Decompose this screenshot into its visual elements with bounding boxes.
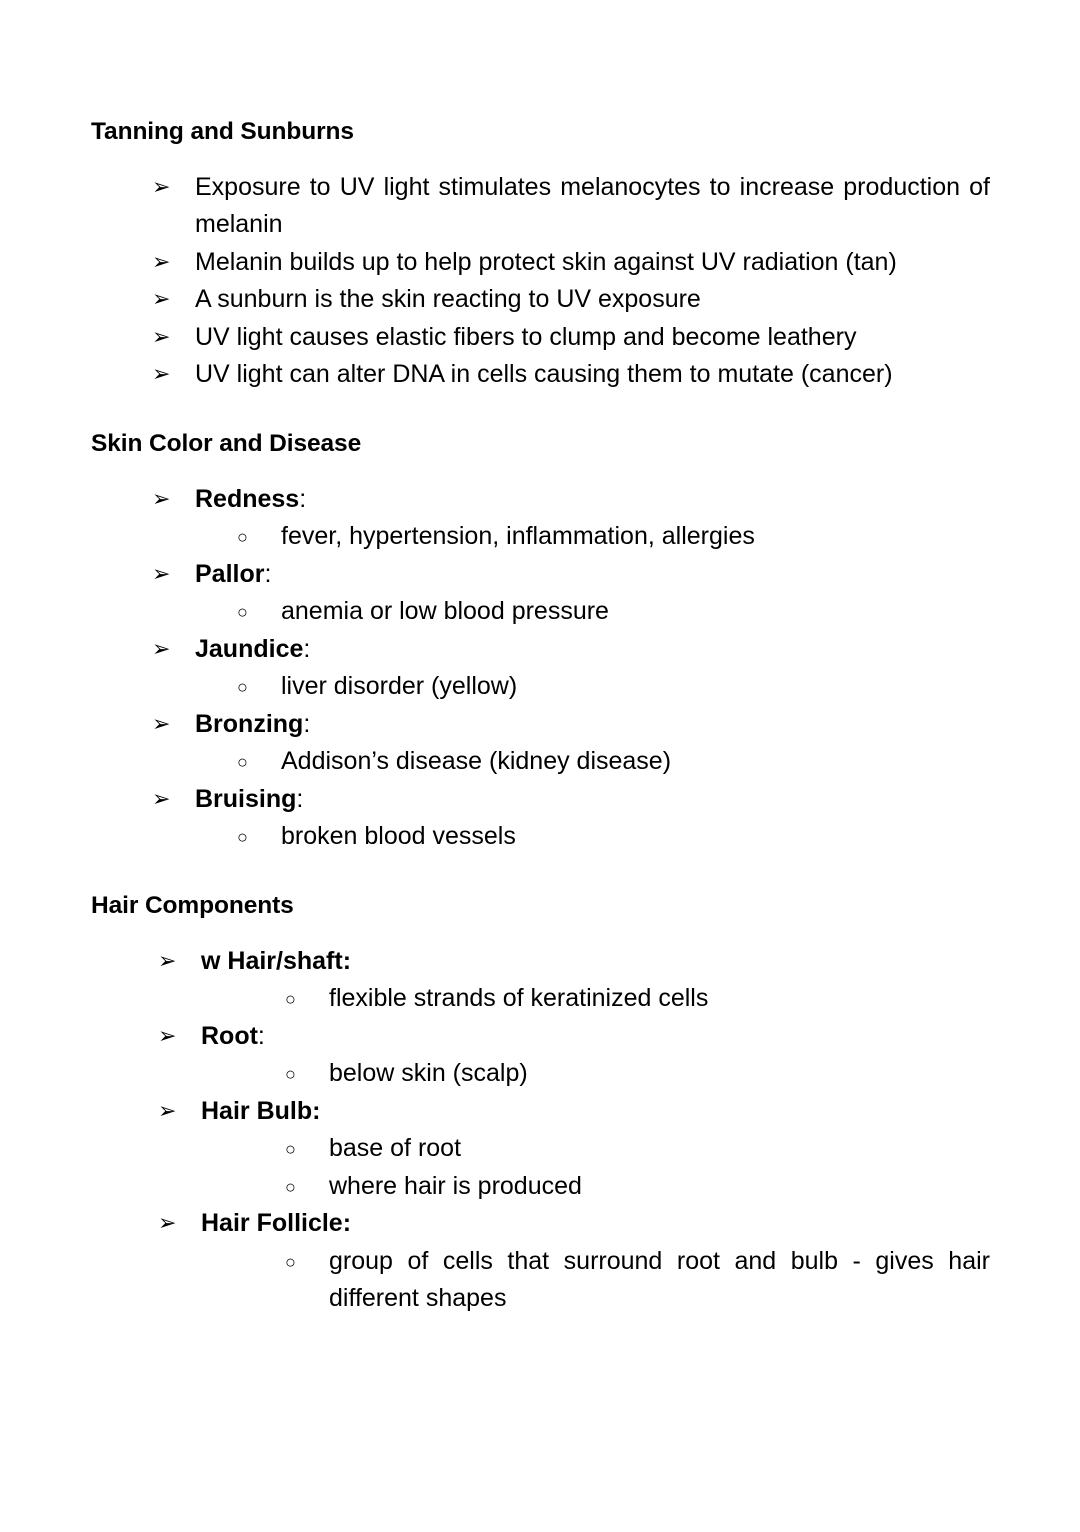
- list-item: [91, 356, 990, 394]
- arrow-bullet-icon: ➢: [152, 323, 171, 349]
- term-colon: :: [257, 1021, 265, 1050]
- sub-list-item: [91, 593, 990, 631]
- section-hair-components: [91, 892, 990, 1318]
- sub-list-item-text: liver disorder (yellow): [281, 672, 518, 701]
- list-item: [91, 319, 990, 357]
- list-item-text: [201, 1205, 990, 1243]
- sub-list-item: [91, 1130, 990, 1168]
- list-item-text: Melanin builds up to help protect skin against UV radiation (tan): [195, 247, 897, 276]
- term-label: Bruising: [195, 784, 297, 813]
- list-item-text: A sunburn is the skin reacting to UV exposure: [195, 285, 701, 314]
- term-colon: :: [264, 559, 272, 588]
- list-item: [91, 169, 990, 244]
- sub-list-item: [91, 668, 990, 706]
- list-item-text: UV light can alter DNA in cells causing them to mutate (cancer): [195, 360, 893, 389]
- section-heading: Skin Color and Disease: [91, 429, 362, 457]
- circle-bullet-icon: ○: [237, 752, 248, 773]
- sub-list-item: [91, 818, 990, 856]
- list-item: [91, 556, 990, 594]
- term-label: Redness: [195, 484, 300, 513]
- list-item-text: [195, 781, 990, 819]
- circle-bullet-icon: ○: [237, 827, 248, 848]
- sub-list-item-text: where hair is produced: [329, 1171, 582, 1200]
- list-item-text: [195, 481, 990, 519]
- arrow-bullet-icon: ➢: [152, 361, 171, 387]
- list-item-text: [195, 706, 990, 744]
- section-body: [91, 169, 990, 394]
- circle-bullet-icon: ○: [237, 527, 248, 548]
- arrow-bullet-icon: ➢: [152, 710, 171, 736]
- sub-list-item-text: group of cells that surround root and bulb - gives hair different shapes: [329, 1246, 990, 1313]
- sub-list-item-text: anemia or low blood pressure: [281, 597, 609, 626]
- list-item: [91, 706, 990, 744]
- circle-bullet-icon: ○: [285, 989, 296, 1010]
- section-heading: Tanning and Sunburns: [91, 118, 354, 145]
- sub-list-item-text: broken blood vessels: [281, 822, 516, 851]
- term-label: Hair Follicle:: [201, 1209, 352, 1238]
- sub-list-item: [91, 1243, 990, 1318]
- section-tanning-and-sunburns: [91, 118, 990, 394]
- section-skin-color-and-disease: [91, 430, 990, 856]
- circle-bullet-icon: ○: [237, 602, 248, 623]
- arrow-bullet-icon: ➢: [152, 248, 171, 274]
- sub-list-item-text: flexible strands of keratinized cells: [329, 984, 709, 1013]
- term-label: Root: [201, 1021, 258, 1050]
- list-item-text: [201, 1018, 990, 1056]
- sub-list-item: [91, 518, 990, 556]
- list-item: [91, 281, 990, 319]
- sub-list-item: [91, 1168, 990, 1206]
- list-item: [91, 481, 990, 519]
- list-item: [91, 244, 990, 282]
- sub-list-item-text: fever, hypertension, inflammation, allergies: [281, 522, 755, 551]
- sub-list-item-text: below skin (scalp): [329, 1059, 528, 1088]
- term-label: Pallor: [195, 559, 265, 588]
- list-item: [91, 781, 990, 819]
- arrow-bullet-icon: ➢: [152, 485, 171, 511]
- list-item-text: [201, 1093, 990, 1131]
- list-item-text: [195, 556, 990, 594]
- list-item: [91, 1205, 990, 1243]
- arrow-bullet-icon: ➢: [158, 1210, 177, 1236]
- circle-bullet-icon: ○: [285, 1064, 296, 1085]
- list-item-text: Exposure to UV light stimulates melanocytes to increase production of melanin: [195, 172, 990, 239]
- arrow-bullet-icon: ➢: [152, 560, 171, 586]
- term-label: Bronzing: [195, 709, 304, 738]
- circle-bullet-icon: ○: [285, 1176, 296, 1197]
- arrow-bullet-icon: ➢: [152, 173, 171, 199]
- arrow-bullet-icon: ➢: [152, 635, 171, 661]
- term-label: Jaundice: [195, 634, 304, 663]
- arrow-bullet-icon: ➢: [158, 1097, 177, 1123]
- term-colon: :: [296, 784, 304, 813]
- list-item: [91, 1093, 990, 1131]
- sub-list-item: [91, 1055, 990, 1093]
- sub-list-item: [91, 980, 990, 1018]
- term-label: Hair Bulb:: [201, 1096, 321, 1125]
- list-item-text: [195, 631, 990, 669]
- sub-list-item-text: Addison’s disease (kidney disease): [281, 747, 672, 776]
- circle-bullet-icon: ○: [237, 677, 248, 698]
- section-body: [91, 943, 990, 1318]
- list-item: [91, 1018, 990, 1056]
- list-item: [91, 943, 990, 981]
- list-item-text: [201, 943, 990, 981]
- list-item-text: UV light causes elastic fibers to clump and become leathery: [195, 322, 857, 351]
- arrow-bullet-icon: ➢: [152, 286, 171, 312]
- sub-list-item: [91, 743, 990, 781]
- circle-bullet-icon: ○: [285, 1251, 296, 1272]
- sub-list-item-text: base of root: [329, 1134, 462, 1163]
- list-item: [91, 631, 990, 669]
- term-colon: :: [299, 484, 307, 513]
- term-colon: :: [303, 709, 311, 738]
- term-colon: :: [303, 634, 311, 663]
- circle-bullet-icon: ○: [285, 1139, 296, 1160]
- arrow-bullet-icon: ➢: [152, 785, 171, 811]
- arrow-bullet-icon: ➢: [158, 947, 177, 973]
- section-body: [91, 481, 990, 856]
- section-heading: Hair Components: [91, 891, 294, 919]
- term-label: w Hair/shaft:: [201, 946, 352, 975]
- arrow-bullet-icon: ➢: [158, 1022, 177, 1048]
